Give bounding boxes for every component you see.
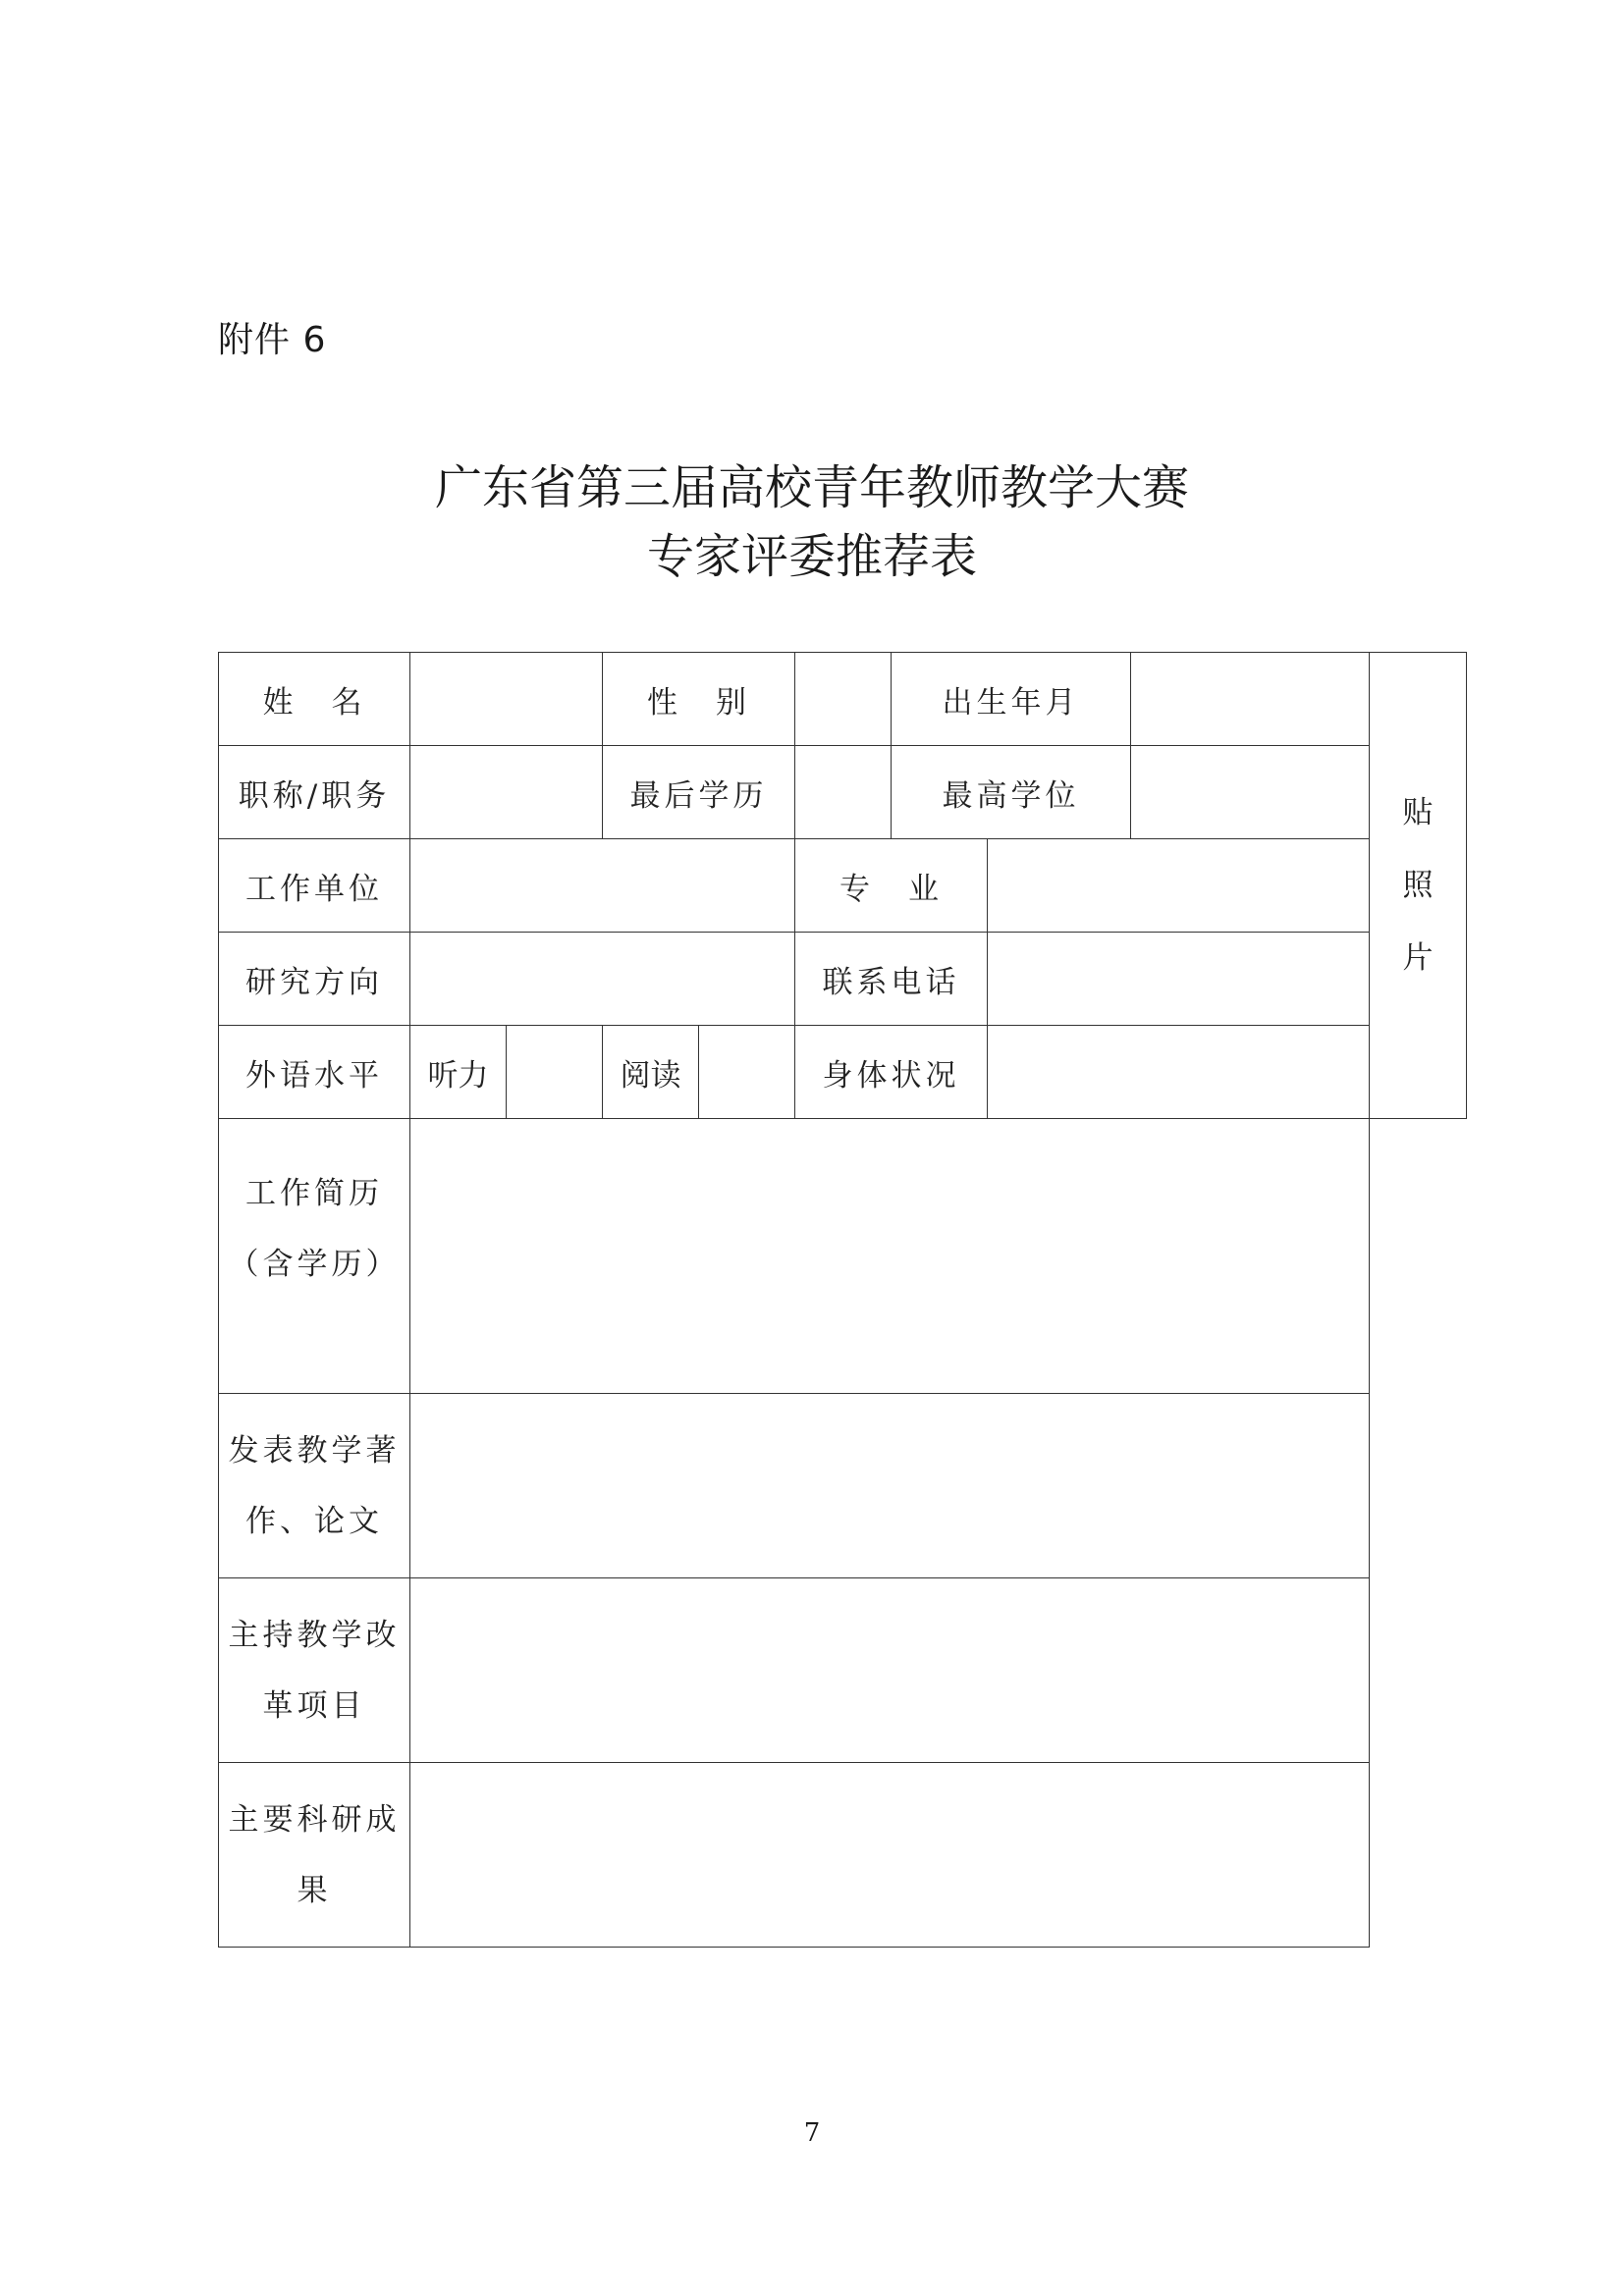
teaching-reform-label-line1: 主持教学改 bbox=[228, 1617, 401, 1653]
education-label: 最后学历 bbox=[603, 746, 795, 839]
publications-label-line1: 发表教学著 bbox=[228, 1432, 401, 1468]
employer-field[interactable] bbox=[410, 839, 795, 933]
title-position-label: 职称/职务 bbox=[219, 746, 410, 839]
gender-field[interactable] bbox=[795, 653, 892, 746]
gender-label: 性 别 bbox=[603, 653, 795, 746]
photo-label-line3: 片 bbox=[1402, 940, 1434, 976]
language-level-label: 外语水平 bbox=[219, 1026, 410, 1119]
health-field[interactable] bbox=[988, 1026, 1370, 1119]
row-employer bbox=[219, 839, 1467, 933]
reading-label: 阅读 bbox=[603, 1026, 699, 1119]
row-research-results bbox=[219, 1763, 1467, 1948]
health-label: 身体状况 bbox=[795, 1026, 988, 1119]
row-language bbox=[219, 1026, 1467, 1119]
teaching-reform-label-line2: 革项目 bbox=[262, 1687, 366, 1724]
recommendation-form-table bbox=[218, 652, 1467, 1948]
document-title: 广东省第三届高校青年教师教学大赛 bbox=[434, 460, 1189, 515]
page-number: 7 bbox=[803, 2118, 821, 2148]
teaching-reform-field[interactable] bbox=[410, 1578, 1370, 1763]
row-teaching-reform bbox=[219, 1578, 1467, 1763]
row-title-education bbox=[219, 746, 1467, 839]
listening-field[interactable] bbox=[507, 1026, 603, 1119]
phone-field[interactable] bbox=[988, 933, 1370, 1026]
research-results-label bbox=[219, 1763, 410, 1948]
major-label: 专 业 bbox=[795, 839, 988, 933]
reading-field[interactable] bbox=[699, 1026, 795, 1119]
resume-label bbox=[219, 1119, 410, 1394]
major-field[interactable] bbox=[988, 839, 1370, 933]
phone-label: 联系电话 bbox=[795, 933, 988, 1026]
name-field[interactable] bbox=[410, 653, 603, 746]
row-research bbox=[219, 933, 1467, 1026]
publications-field[interactable] bbox=[410, 1394, 1370, 1578]
photo-area[interactable] bbox=[1370, 653, 1467, 1119]
resume-field[interactable] bbox=[410, 1119, 1370, 1394]
listening-label: 听力 bbox=[410, 1026, 507, 1119]
attachment-label: 附件 6 bbox=[218, 320, 327, 360]
research-direction-field[interactable] bbox=[410, 933, 795, 1026]
education-field[interactable] bbox=[795, 746, 892, 839]
research-results-label-line1: 主要科研成 bbox=[228, 1801, 401, 1838]
photo-label-line2: 照 bbox=[1402, 868, 1434, 903]
degree-label: 最高学位 bbox=[892, 746, 1131, 839]
row-resume bbox=[219, 1119, 1467, 1394]
birth-date-field[interactable] bbox=[1131, 653, 1370, 746]
birth-date-label: 出生年月 bbox=[892, 653, 1131, 746]
resume-label-line2: （含学历） bbox=[228, 1247, 401, 1282]
degree-field[interactable] bbox=[1131, 746, 1370, 839]
name-label: 姓 名 bbox=[219, 653, 410, 746]
research-results-field[interactable] bbox=[410, 1763, 1370, 1948]
document-subtitle: 专家评委推荐表 bbox=[646, 529, 977, 584]
photo-label-line1: 贴 bbox=[1402, 795, 1434, 830]
teaching-reform-label bbox=[219, 1578, 410, 1763]
research-results-label-line2: 果 bbox=[297, 1872, 332, 1908]
employer-label: 工作单位 bbox=[219, 839, 410, 933]
title-position-field[interactable] bbox=[410, 746, 603, 839]
resume-label-line1: 工作简历 bbox=[245, 1176, 383, 1211]
row-basic-info bbox=[219, 653, 1467, 746]
publications-label-line2: 作、论文 bbox=[245, 1503, 383, 1539]
research-direction-label: 研究方向 bbox=[219, 933, 410, 1026]
publications-label bbox=[219, 1394, 410, 1578]
row-publications bbox=[219, 1394, 1467, 1578]
